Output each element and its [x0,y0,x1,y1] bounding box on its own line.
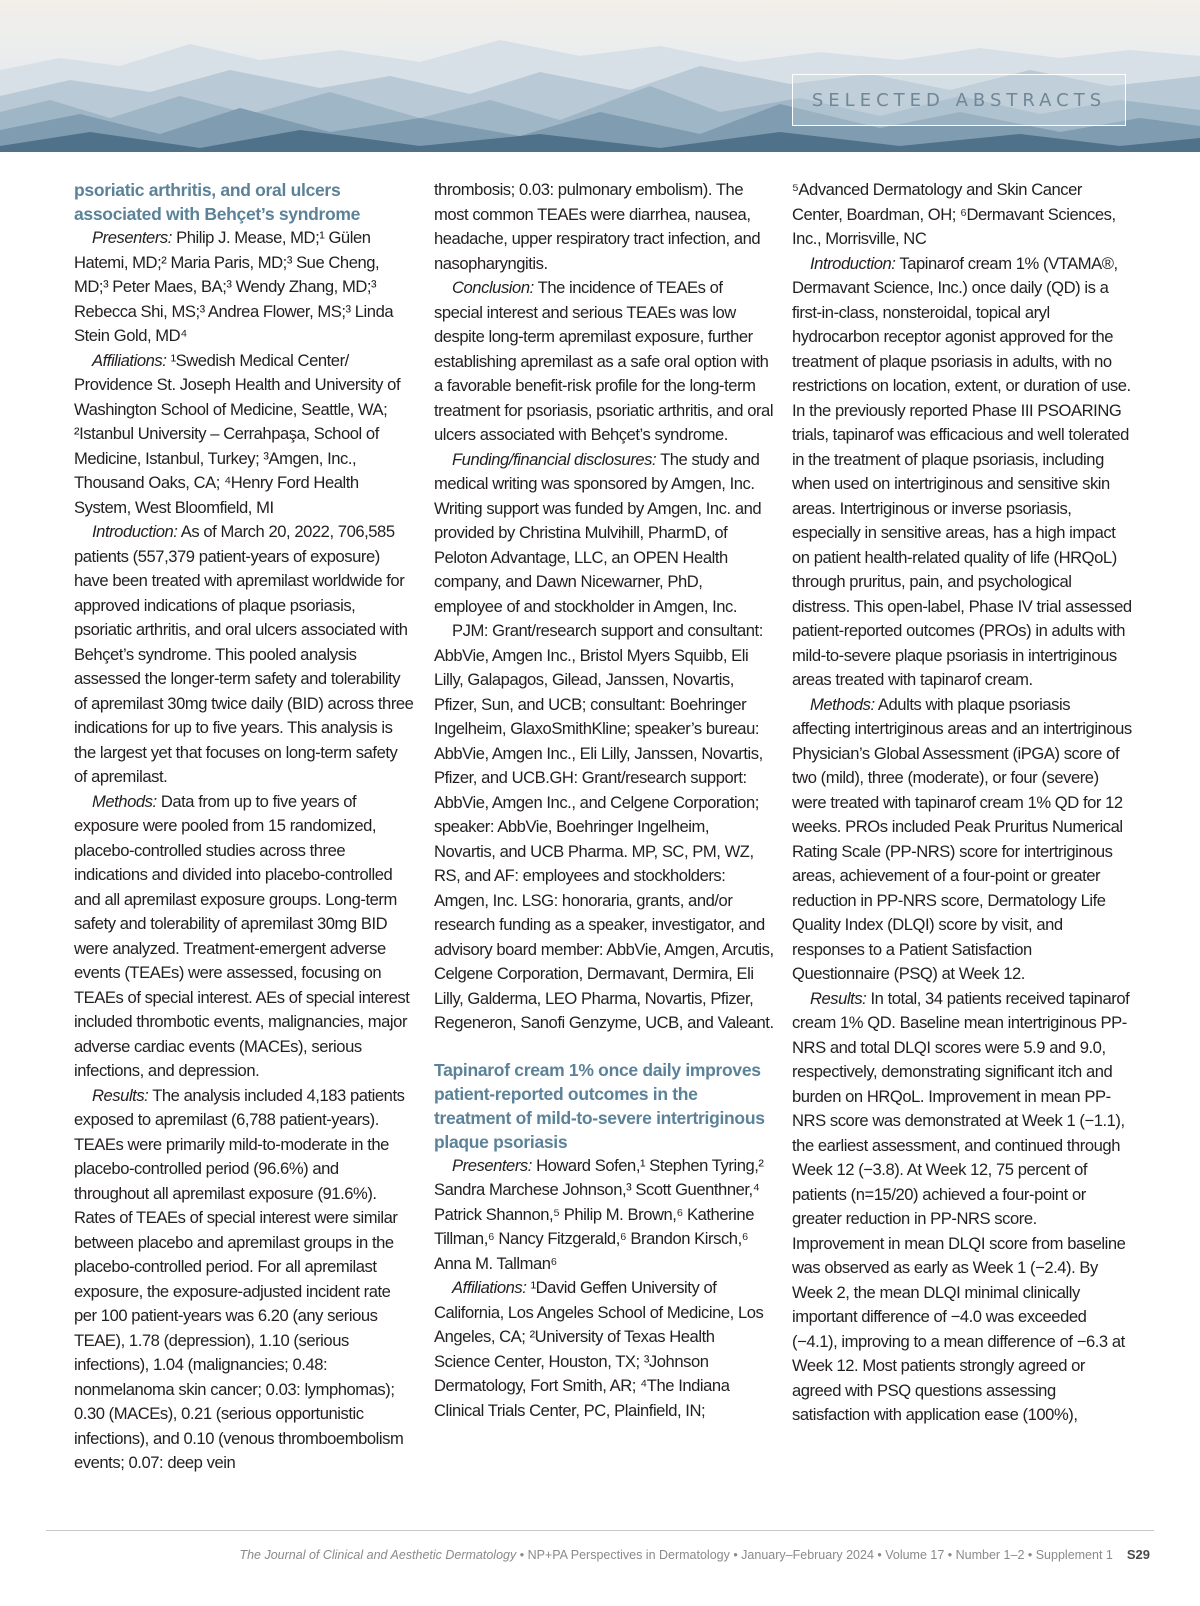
affiliations-paragraph [74,349,414,521]
page-footer [239,1547,1150,1569]
footer-divider [46,1530,1154,1531]
presenters-text: Philip J. Mease, MD;¹ Gülen Hatemi, MD;² Maria Paris, MD;³ Sue Cheng, MD;³ Peter Maes, BA;³ Wendy Zhang, MD;³ Rebecca Shi, MS;³ Andrea Flower, MS;³ Linda Stein Gold, MD⁴ [74,228,394,345]
introduction-label: Introduction: [810,253,896,273]
presenters-label: Presenters: [452,1155,532,1175]
funding-label: Funding/financial disclosures: [452,449,657,469]
header-banner [0,0,1200,152]
methods-paragraph [792,693,1132,987]
results-continued-paragraph: thrombosis; 0.03: pulmonary embolism). The most common TEAEs were diarrhea, nausea, headache, upper respiratory tract infection, and nasopharyngitis. [434,180,761,273]
presenters-label: Presenters: [92,228,172,247]
methods-paragraph [74,790,414,1084]
column-3 [792,178,1132,1428]
affiliations-paragraph [434,1276,774,1423]
introduction-text: As of March 20, 2022, 706,585 patients (557,379 patient-years of exposure) have been treated with apremilast worldwide for approved indications of plaque psoriasis, psoriatic arthritis, and oral ulcers associated with Behçet’s syndrome. This pooled analysis assessed the longer-term safety and tolerability of apremilast 30mg twice daily (BID) across three indications for up to five years. This analysis is the largest yet that focuses on long-term safety of apremilast. [74,522,414,786]
abstract-title-continued: psoriatic arthritis, and oral ulcers associated with Behçet’s syndrome [74,180,361,224]
column-1 [74,178,414,1476]
footer-details: • NP+PA Perspectives in Dermatology • January–February 2024 • Volume 17 • Number 1–2 • Supplement 1 [519,1548,1113,1562]
presenters-paragraph [434,1154,774,1277]
methods-label: Methods: [810,694,875,714]
methods-text: Data from up to five years of exposure were pooled from 15 randomized, placebo-controlled studies across three indications and divided into placebo-controlled and all apremilast exposure groups. Long-term safety and tolerability of apremilast 30mg BID were analyzed. Treatment-emergent adverse events (TEAEs) were assessed, focusing on TEAEs of special interest. AEs of special interest included thrombotic events, malignancies, major adverse cardiac events (MACEs), serious infections, and depression. [74,791,410,1080]
column-2 [434,178,774,1423]
section-label-box [792,74,1126,126]
results-text: In total, 34 patients received tapinarof cream 1% QD. Baseline mean intertriginous PP-NRS and total DLQI scores were 5.9 and 9.0, respectively, demonstrating significant itch and burden on HRQoL. Improvement in mean PP-NRS score was demonstrated at Week 1 (−1.1), the earliest assessment, and continued through Week 12 (−3.8). At Week 12, 75 percent of patients (n=15/20) achieved a four-point or greater reduction in PP-NRS score. Improvement in mean DLQI score from baseline was observed as early as Week 1 (−2.4). By Week 2, the mean DLQI minimal clinically important difference of −4.0 was exceeded (−4.1), improving to a mean difference of −6.3 at Week 12. Most patients strongly agreed or agreed with PSQ questions assessing satisfaction with application ease (100%), [792,988,1130,1424]
introduction-text: Tapinarof cream 1% (VTAMA®, Dermavant Science, Inc.) once daily (QD) is a first-in-class, nonsteroidal, topical aryl hydrocarbon receptor agonist approved for the treatment of plaque psoriasis in adults, with no restrictions on location, extent, or duration of use. In the previously reported Phase III PSOARING trials, tapinarof was efficacious and well tolerated in the treatment of plaque psoriasis, including when used on intertriginous and sensitive skin areas. Intertriginous or inverse psoriasis, especially in sensitive areas, has a high impact on patient health-related quality of life (HRQoL) through pruritus, pain, and psychological distress. This open-label, Phase IV trial assessed patient-reported outcomes (PROs) in adults with mild-to-severe plaque psoriasis in intertriginous areas treated with tapinarof cream. [792,253,1132,689]
footer-citation [239,1548,1112,1562]
results-paragraph [74,1084,414,1476]
funding-text: The study and medical writing was sponsored by Amgen, Inc. Writing support was funded by Amgen, Inc. and provided by Christina Mulvihill, PharmD, of Peloton Advantage, LLC, an OPEN Health company, and Dawn Nicewarner, PhD, employee of and stockholder in Amgen, Inc. [434,449,762,616]
methods-label: Methods: [92,791,157,811]
disclosures-paragraph: PJM: Grant/research support and consultant: AbbVie, Amgen Inc., Bristol Myers Squibb, Eli Lilly, Galapagos, Gilead, Janssen, Novartis, Pfizer, Sun, and UCB; consultant: Boehringer Ingelheim, GlaxoSmithKline; speaker’s bureau: AbbVie, Amgen Inc., Eli Lilly, Janssen, Novartis, Pfizer, and UCB.GH: Grant/research support: AbbVie, Amgen Inc., and Celgene Corporation; speaker: AbbVie, Boehringer Ingelheim, Novartis, and UCB Pharma. MP, SC, PM, WZ, RS, and AF: employees and stockholders: Amgen, Inc. LSG: honoraria, grants, and/or research funding as a speaker, investigator, and advisory board member: AbbVie, Amgen, Arcutis, Celgene Corporation, Dermavant, Dermira, Eli Lilly, Galderma, LEO Pharma, Novartis, Pfizer, Regeneron, Sanofi Genzyme, UCB, and Valeant. [434,621,774,1032]
conclusion-paragraph [434,276,774,448]
affiliations-continued-paragraph: ⁵Advanced Dermatology and Skin Cancer Center, Boardman, OH; ⁶Dermavant Sciences, Inc., Morrisville, NC [792,180,1116,248]
introduction-paragraph [74,520,414,790]
results-text: The analysis included 4,183 patients exposed to apremilast (6,788 patient-years). TEAEs were primarily mild-to-moderate in the placebo-controlled period (96.6%) and throughout all apremilast exposure (91.6%). Rates of TEAEs of special interest were similar between placebo and apremilast groups in the placebo-controlled period. For all apremilast exposure, the exposure-adjusted incident rate per 100 patient-years was 6.20 (any serious TEAE), 1.78 (depression), 1.10 (serious infections), 1.04 (malignancies; 0.48: nonmelanoma skin cancer; 0.03: lymphomas); 0.30 (MACEs), 0.21 (serious opportunistic infections), and 0.10 (venous thromboembolism events; 0.07: deep vein [74,1085,405,1472]
section-label: SELECTED ABSTRACTS [811,89,1107,111]
affiliations-text: ¹Swedish Medical Center/ Providence St. Joseph Health and University of Washington School of Medicine, Seattle, WA; ²Istanbul University – Cerrahpaşa, School of Medicine, Istanbul, Turkey; ³Amgen, Inc., Thousand Oaks, CA; ⁴Henry Ford Health System, West Bloomfield, MI [74,350,401,517]
results-label: Results: [92,1085,149,1105]
presenters-paragraph [74,226,414,349]
affiliations-label: Affiliations: [452,1278,527,1297]
introduction-paragraph [792,252,1132,693]
methods-text: Adults with plaque psoriasis affecting intertriginous areas and an intertriginous Physician’s Global Assessment (iPGA) score of two (mild), three (moderate), or four (severe) were treated with tapinarof cream 1% QD for 12 weeks. PROs included Peak Pruritus Numerical Rating Scale (PP-NRS) score for intertriginous areas, achievement of a four-point or greater reduction in PP-NRS score, Dermatology Life Quality Index (DLQI) score by visit, and responses to a Patient Satisfaction Questionnaire (PSQ) at Week 12. [792,694,1132,983]
conclusion-label: Conclusion: [452,278,534,297]
footer-journal: The Journal of Clinical and Aesthetic Dermatology [239,1548,517,1562]
presenters-text: Howard Sofen,¹ Stephen Tyring,² Sandra Marchese Johnson,³ Scott Guenthner,⁴ Patrick Shannon,⁵ Philip M. Brown,⁶ Katherine Tillman,⁶ Nancy Fitzgerald,⁶ Brandon Kirsch,⁶ Anna M. Tallman⁶ [434,1155,764,1273]
page-number: S29 [1126,1547,1150,1562]
funding-paragraph [434,448,774,620]
abstract-title-tapinarof: Tapinarof cream 1% once daily improves patient-reported outcomes in the treatment of mild-to-severe intertriginous plaque psoriasis [434,1059,765,1152]
results-paragraph [792,987,1132,1428]
introduction-label: Introduction: [92,522,178,541]
results-label: Results: [810,988,867,1008]
affiliations-label: Affiliations: [92,350,167,370]
affiliations-text: ¹David Geffen University of California, Los Angeles School of Medicine, Los Angeles, CA; ²University of Texas Health Science Center, Houston, TX; ³Johnson Dermatology, Fort Smith, AR; ⁴The Indiana Clinical Trials Center, PC, Plainfield, IN; [434,1278,764,1420]
conclusion-text: The incidence of TEAEs of special interest and serious TEAEs was low despite long-term apremilast exposure, further establishing apremilast as a safe oral option with a favorable benefit-risk profile for the long-term treatment for psoriasis, psoriatic arthritis, and oral ulcers associated with Behçet’s syndrome. [434,278,774,444]
